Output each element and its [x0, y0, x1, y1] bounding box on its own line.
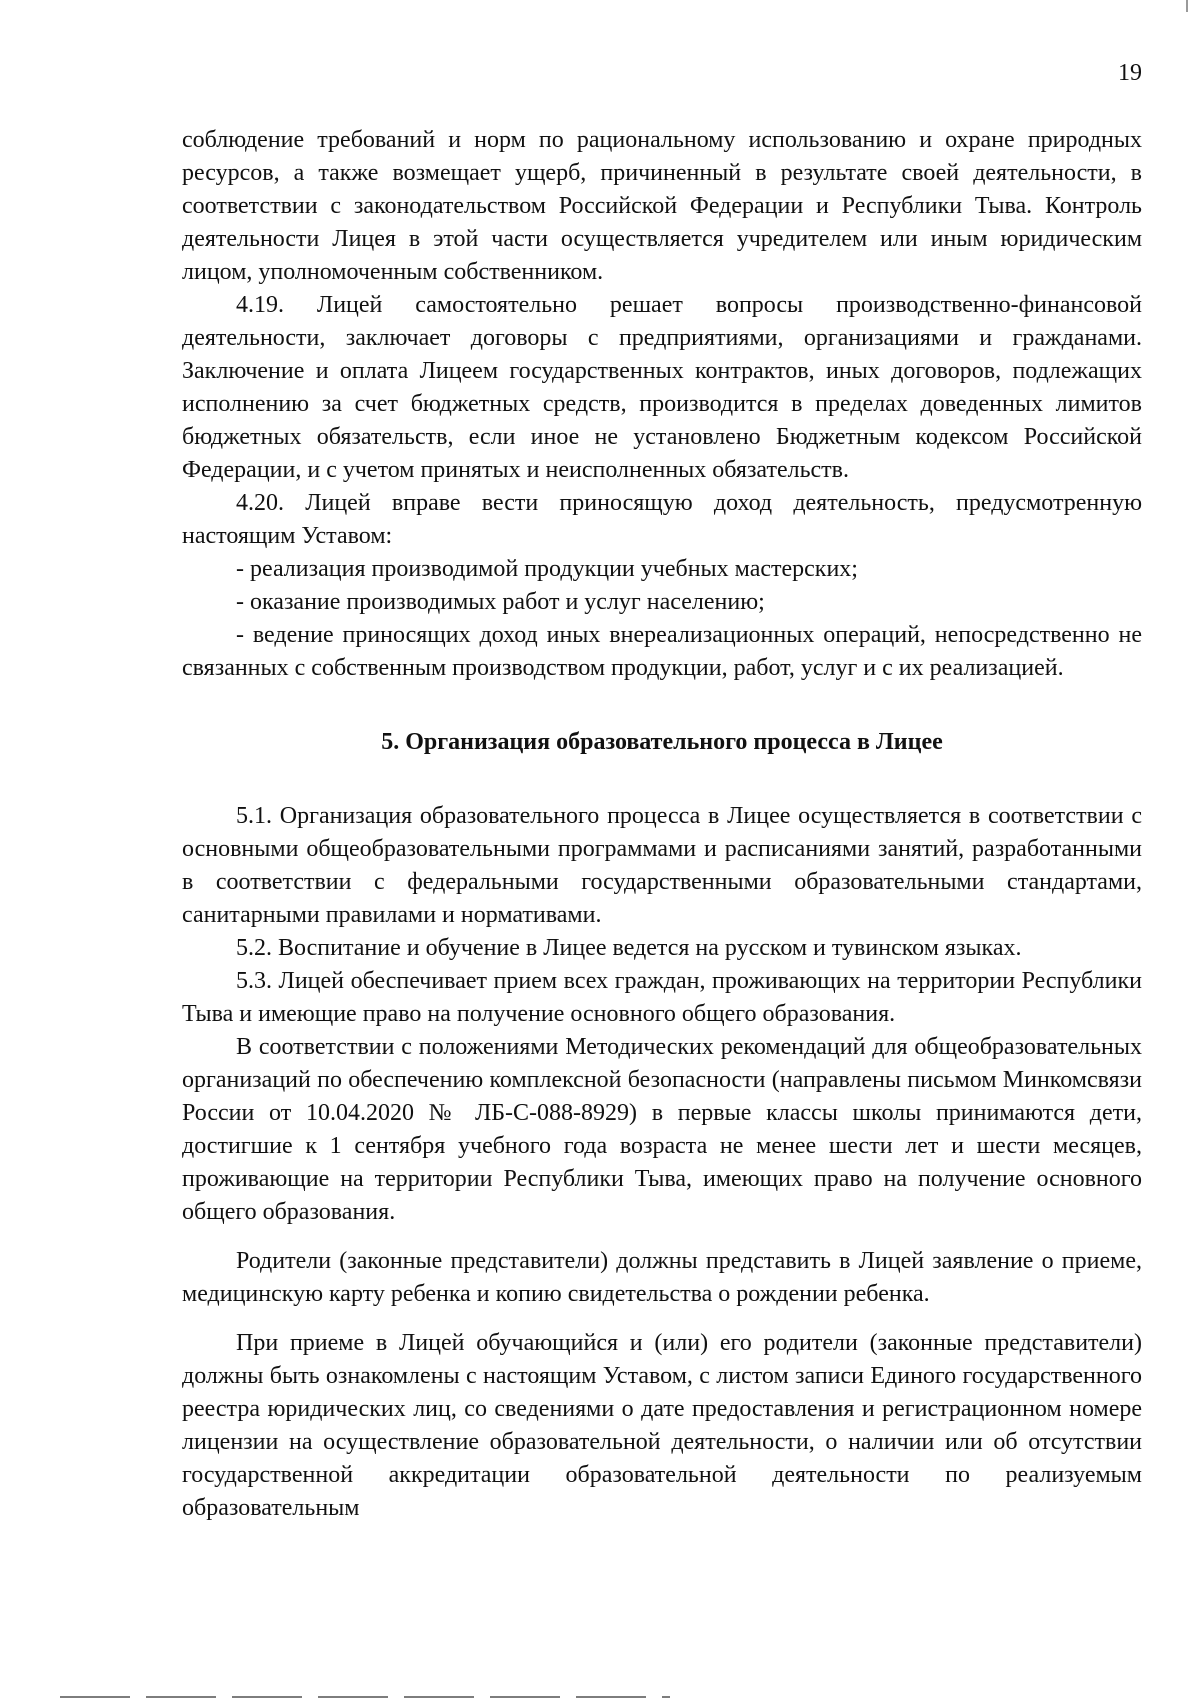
- paragraph-5-1: 5.1. Организация образовательного процесса в Лицее осуществляется в соответствии с основными общеобразовательными программами и расписаниями занятий, разработанными в соответствии с федеральными государственными образовательными стандартами, санитарными правилами и нормативами.: [182, 803, 1142, 928]
- page-number: 19: [1118, 60, 1142, 86]
- document-body: [182, 124, 1142, 1525]
- section-heading: 5. Организация образовательного процесса в Лицее: [381, 729, 943, 755]
- paragraph-5-3: 5.3. Лицей обеспечивает прием всех граждан, проживающих на территории Республики Тыва и имеющие право на получение основного общего образования.: [182, 968, 1142, 1027]
- list-item: - ведение приносящих доход иных внереализационных операций, непосредственно не связанных с собственным производством продукции, работ, услуг и с их реализацией.: [182, 622, 1142, 681]
- scan-artifact-top: [1186, 0, 1188, 12]
- paragraph-4-19: 4.19. Лицей самостоятельно решает вопросы производственно-финансовой деятельности, заключает договоры с предприятиями, организациями и гражданами. Заключение и оплата Лицеем государственных контрактов, иных договоров, подлежащих исполнению за счет бюджетных средств, производится в пределах доведенных лимитов бюджетных обязательств, если иное не установлено Бюджетным кодексом Российской Федерации, и с учетом принятых и неисполненных обязательств.: [182, 292, 1142, 483]
- paragraph-continuation: соблюдение требований и норм по рациональному использованию и охране природных ресурсов, а также возмещает ущерб, причиненный в результате своей деятельности, в соответствии с законодательством Российской Федерации и Республики Тыва. Контроль деятельности Лицея в этой части осуществляется учредителем или иным юридическим лицом, уполномоченным собственником.: [182, 127, 1142, 285]
- paragraph-parents-documents: Родители (законные представители) должны представить в Лицей заявление о приеме, медицинскую карту ребенка и копию свидетельства о рождении ребенка.: [182, 1248, 1142, 1307]
- list-item: - оказание производимых работ и услуг населению;: [236, 589, 765, 615]
- paragraph-5-2: 5.2. Воспитание и обучение в Лицее ведется на русском и тувинском языках.: [236, 935, 1022, 961]
- paragraph-4-20: 4.20. Лицей вправе вести приносящую доход деятельность, предусмотренную настоящим Уставом:: [182, 490, 1142, 549]
- scan-artifact-bottom: [60, 1696, 670, 1698]
- list-item: - реализация производимой продукции учебных мастерских;: [236, 556, 858, 582]
- paragraph-acquaintance: При приеме в Лицей обучающийся и (или) его родители (законные представители) должны быть ознакомлены с настоящим Уставом, с листом записи Единого государственного реестра юридических лиц, со сведениями о дате предоставления и регистрационном номере лицензии на осуществление образовательной деятельности, о наличии или об отсутствии государственной аккредитации образовательной деятельности по реализуемым образовательным: [182, 1330, 1142, 1521]
- paragraph-admission-age: В соответствии с положениями Методических рекомендаций для общеобразовательных организаций по обеспечению комплексной безопасности (направлены письмом Минкомсвязи России от 10.04.2020 № ЛБ-С-088-8929) в первые классы школы принимаются дети, достигшие к 1 сентября учебного года возраста не менее шести лет и шести месяцев, проживающие на территории Республики Тыва, имеющих право на получение основного общего образования.: [182, 1034, 1142, 1225]
